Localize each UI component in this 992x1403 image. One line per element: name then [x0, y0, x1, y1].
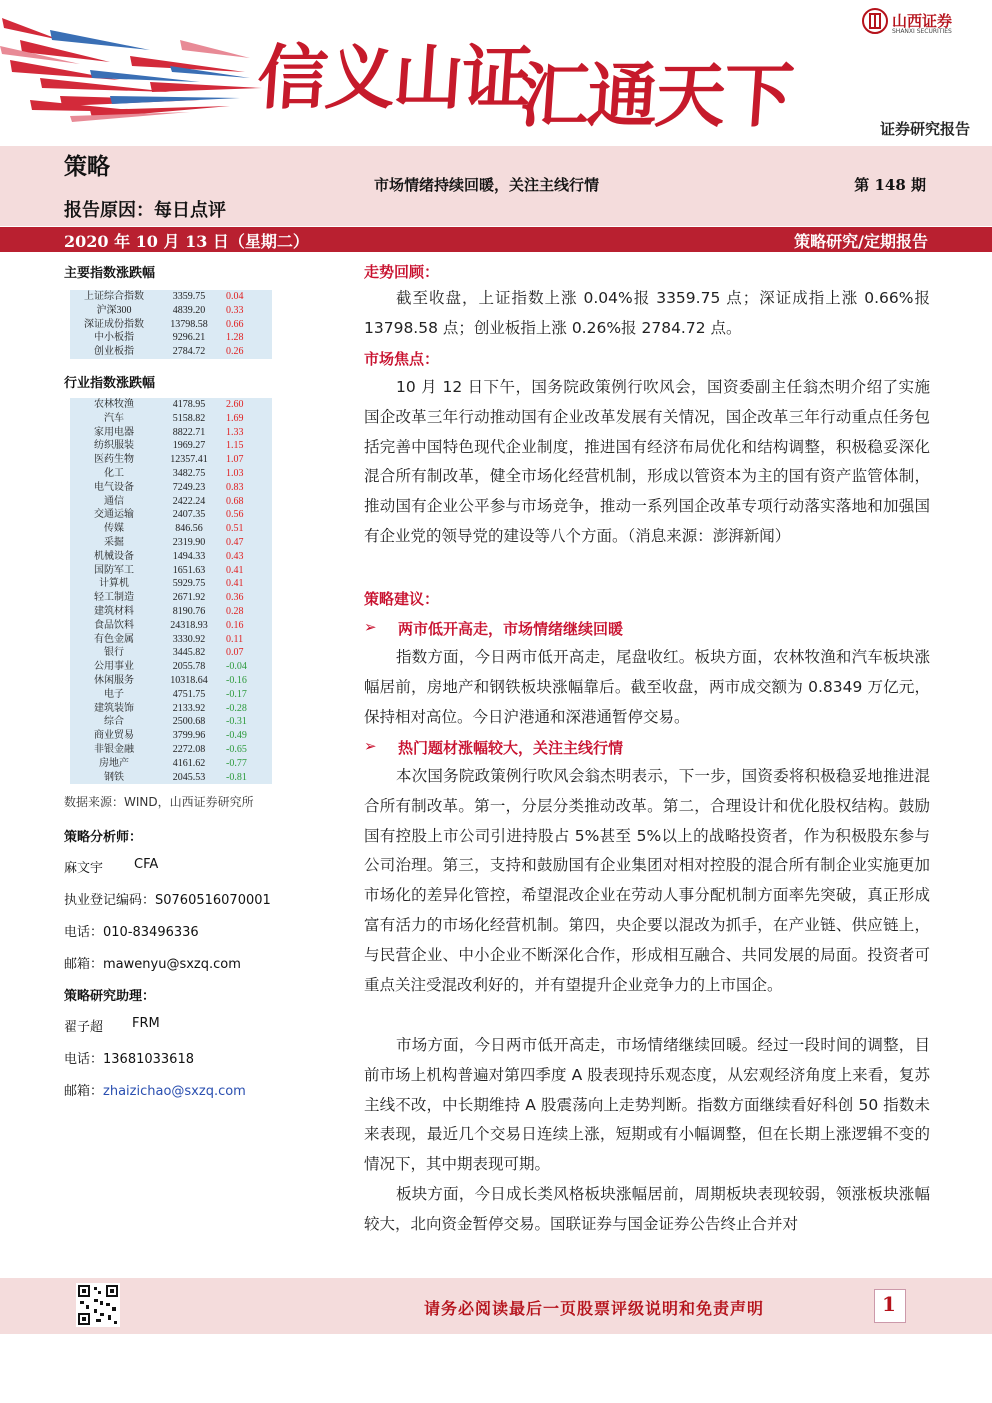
index-name: 农林牧渔	[94, 399, 134, 410]
index-change: 1.03	[226, 467, 244, 479]
advice-title: 策略建议：	[364, 590, 440, 608]
index-name: 计算机	[99, 578, 129, 590]
table-row	[70, 633, 272, 647]
table-row	[70, 688, 272, 702]
main-indices-title: 主要指数涨跌幅	[64, 266, 156, 281]
index-value: 13798.58	[170, 318, 208, 330]
index-change: -0.28	[226, 702, 247, 714]
table-row	[70, 646, 272, 660]
index-name: 交通运输	[94, 509, 134, 521]
index-change: 0.07	[226, 647, 244, 659]
table-row	[70, 290, 272, 304]
index-name: 沪深300	[96, 304, 132, 316]
table-row	[70, 702, 272, 716]
industry-indices-title: 行业指数涨跌幅	[64, 376, 156, 391]
index-change: 0.28	[226, 605, 244, 617]
index-name: 银行	[104, 647, 124, 659]
index-value: 2133.92	[172, 702, 206, 714]
index-change: 0.83	[226, 481, 244, 493]
index-name: 上证综合指数	[84, 291, 144, 302]
analyst-name: 麻文宇	[64, 861, 104, 876]
index-name: 化工	[104, 467, 124, 479]
index-name: 食品饮料	[94, 619, 134, 631]
bullet1-title: 两市低开高走，市场情绪继续回暖	[398, 620, 624, 638]
index-name: 纺织服装	[94, 440, 134, 452]
slogan-part1: 信义山证	[254, 37, 533, 119]
analyst-reg-code: 执业登记编码：S0760516070001	[64, 893, 271, 908]
table-row	[70, 495, 272, 509]
index-name: 机械设备	[94, 550, 134, 562]
index-change: -0.31	[226, 716, 247, 728]
index-value: 3445.82	[172, 647, 206, 659]
bullet2-marker: ➢	[364, 737, 377, 755]
assistant-title: 策略研究助理：	[64, 989, 156, 1004]
index-name: 电子	[104, 688, 124, 700]
index-name: 采掘	[104, 536, 124, 548]
qr-code-icon[interactable]	[76, 1283, 120, 1327]
index-change: -0.65	[226, 743, 247, 755]
index-name: 传媒	[104, 523, 124, 535]
index-change: 0.04	[226, 291, 244, 302]
report-reason: 报告原因：每日点评	[64, 200, 226, 221]
index-change: 0.68	[226, 495, 244, 507]
table-row	[70, 729, 272, 743]
index-name: 轻工制造	[94, 592, 134, 604]
index-change: -0.77	[226, 757, 247, 769]
table-row	[70, 660, 272, 674]
bullet2-title: 热门题材涨幅较大，关注主线行情	[398, 739, 624, 757]
table-row	[70, 331, 272, 345]
index-name: 钢铁	[104, 771, 124, 783]
index-value: 5158.82	[172, 412, 206, 424]
table-row	[70, 605, 272, 619]
industry-indices-table	[70, 398, 272, 784]
index-value: 7249.23	[172, 481, 206, 493]
page-number: 1	[882, 1292, 896, 1316]
table-row	[70, 743, 272, 757]
focus-title: 市场焦点：	[364, 350, 440, 368]
sector-text: 板块方面，今日成长类风格板块涨幅居前，周期板块表现较弱，领涨板块涨幅较大，北向资金暂停交易。国联证券与国金证券公告终止合并对	[364, 1185, 930, 1233]
assistant-phone: 电话：13681033618	[64, 1052, 194, 1067]
index-change: -0.16	[226, 674, 247, 686]
index-value: 4178.95	[172, 399, 206, 410]
index-change: 1.69	[226, 412, 244, 424]
index-value: 8190.76	[172, 605, 206, 617]
index-name: 建筑装饰	[94, 702, 134, 714]
logo-text-cn: 山西证券	[892, 12, 953, 30]
index-change: 0.47	[226, 536, 244, 548]
index-value: 4751.75	[172, 688, 206, 700]
table-row	[70, 453, 272, 467]
table-row	[70, 550, 272, 564]
index-change: -0.49	[226, 730, 247, 742]
assistant-email[interactable]: zhaizichao@sxzq.com	[103, 1084, 246, 1099]
assistant-cert: FRM	[132, 1016, 160, 1031]
table-row	[70, 577, 272, 591]
index-name: 通信	[104, 495, 124, 507]
index-name: 休闲服务	[94, 674, 134, 686]
index-change: 0.56	[226, 509, 244, 521]
index-name: 有色金属	[94, 633, 134, 645]
index-value: 5929.75	[172, 578, 206, 590]
index-value: 4161.62	[172, 757, 206, 769]
table-row	[70, 398, 272, 412]
disclaimer-text: 请务必阅读最后一页股票评级说明和免责声明	[424, 1299, 765, 1318]
market-text: 市场方面，今日两市低开高走，市场情绪继续回暖。经过一段时间的调整，目前市场上机构普遍对第四季度 A 股表现持乐观态度，从宏观经济角度上来看，复苏主线不改，中长期维持 A 股震荡向上走势判断。指数方面继续看好科创 50 指数未来表现，最近几个交易日连续上涨，短期或有小幅调整，但在长期上涨逻辑不变的情况下，其中期表现可期。	[364, 1036, 930, 1174]
index-name: 深证成份指数	[84, 318, 144, 330]
index-change: 0.41	[226, 564, 244, 576]
table-row	[70, 771, 272, 785]
table-row	[70, 757, 272, 771]
index-value: 1494.33	[172, 550, 206, 562]
index-change: -0.17	[226, 688, 247, 700]
report-headline: 市场情绪持续回暖，关注主线行情	[374, 176, 600, 194]
index-change: 1.33	[226, 426, 244, 438]
index-change: 1.15	[226, 440, 244, 452]
header-banner	[0, 0, 992, 145]
analyst-title: 策略分析师：	[64, 830, 143, 845]
assistant-name: 翟子超	[64, 1020, 104, 1035]
review-title: 走势回顾：	[364, 263, 440, 281]
report-tag: 策略研究/定期报告	[794, 232, 928, 251]
table-row	[70, 564, 272, 578]
index-value: 1651.63	[172, 564, 206, 576]
table-row	[70, 426, 272, 440]
logo-icon	[862, 8, 888, 34]
table-row	[70, 345, 272, 359]
index-value: 2671.92	[172, 592, 206, 604]
table-row	[70, 536, 272, 550]
analyst-cert: CFA	[134, 857, 159, 872]
index-value: 2055.78	[172, 661, 206, 673]
index-change: 1.07	[226, 454, 244, 466]
index-value: 3359.75	[172, 291, 206, 302]
index-value: 2422.24	[172, 495, 206, 507]
industry-indices-body	[70, 398, 272, 784]
bullet1-marker: ➢	[364, 618, 377, 636]
index-change: 0.11	[226, 633, 244, 645]
index-change: 0.36	[226, 592, 244, 604]
focus-text: 10 月 12 日下午，国务院政策例行吹风会，国资委副主任翁杰明介绍了实施国企改革三年行动推动国有企业改革发展有关情况，国企改革三年行动重点任务包括完善中国特色现代企业制度，推进国有经济布局优化和结构调整，积极稳妥深化混合所有制改革，健全市场化经营机制，形成以管资本为主的国有资产监管体制，推动国有企业公平参与市场竞争，推动一系列国企改革专项行动落实落地和加强国有企业党的领导党的建设等八个方面。（消息来源：澎湃新闻）	[364, 378, 930, 545]
index-value: 12357.41	[170, 454, 208, 466]
index-value: 9296.21	[172, 332, 206, 344]
index-change: -0.04	[226, 661, 247, 673]
index-change: 2.60	[226, 399, 244, 410]
index-change: 0.26	[226, 346, 244, 358]
assistant-email-label: 邮箱：	[64, 1084, 104, 1099]
data-source: 数据来源：WIND，山西证券研究所	[64, 795, 254, 809]
index-name: 医药生物	[94, 454, 134, 466]
main-indices-table	[70, 290, 272, 359]
table-row	[70, 619, 272, 633]
table-row	[70, 412, 272, 426]
index-value: 3799.96	[172, 730, 206, 742]
table-row	[70, 467, 272, 481]
index-change: 0.51	[226, 523, 244, 535]
index-name: 中小板指	[94, 332, 134, 344]
index-name: 家用电器	[94, 426, 134, 438]
index-value: 2272.08	[172, 743, 206, 755]
index-value: 846.56	[175, 523, 203, 535]
table-row	[70, 304, 272, 318]
index-change: 1.28	[226, 332, 244, 344]
index-name: 电气设备	[94, 481, 134, 493]
index-name: 创业板指	[94, 346, 134, 358]
index-value: 2784.72	[172, 346, 206, 358]
category-title: 策略	[64, 154, 110, 180]
index-value: 2045.53	[172, 771, 206, 783]
analyst-email[interactable]: mawenyu@sxzq.com	[103, 957, 241, 972]
index-name: 房地产	[99, 757, 129, 769]
index-value: 2319.90	[172, 536, 206, 548]
index-name: 国防军工	[94, 564, 134, 576]
index-value: 10318.64	[170, 674, 208, 686]
table-row	[70, 439, 272, 453]
table-row	[70, 318, 272, 332]
index-value: 4839.20	[172, 304, 206, 316]
index-value: 2407.35	[172, 509, 206, 521]
slogan-part2: 汇通天下	[516, 55, 795, 137]
bullet2-text: 本次国务院政策例行吹风会翁杰明表示，下一步，国资委将积极稳妥地推进混合所有制改革。第一，分层分类推动改革。第二，合理设计和优化股权结构。鼓励国有控股上市公司引进持股占 5%甚至 5%以上的战略投资者，作为积极股东参与公司治理。第三，支持和鼓励国有企业集团对相对控股的混合所有制企业实施更加市场化的差异化管控，希望混改企业在劳动人事分配机制方面率先突破，真正形成富有活力的市场化经营机制。第四，央企要以混改为抓手，在产业链、供应链上，与民营企业、中小企业不断深化合作，形成相互融合、共同发展的局面。投资者可重点关注受混改利好的，并有望提升企业竞争力的上市国企。	[364, 767, 930, 994]
review-text: 截至收盘，上证指数上涨 0.04%报 3359.75 点；深证成指上涨 0.66%报 13798.58 点；创业板指上涨 0.26%报 2784.72 点。	[364, 289, 930, 337]
company-logo	[862, 8, 970, 38]
assistant-email-row	[64, 1080, 246, 1099]
table-row	[70, 508, 272, 522]
index-change: 0.41	[226, 578, 244, 590]
table-row	[70, 715, 272, 729]
index-value: 3330.92	[172, 633, 206, 645]
index-change: 0.43	[226, 550, 244, 562]
report-type: 证券研究报告	[879, 120, 970, 138]
index-name: 汽车	[104, 412, 124, 424]
index-name: 建筑材料	[94, 605, 134, 617]
index-change: 0.16	[226, 619, 244, 631]
index-value: 24318.93	[170, 619, 208, 631]
analyst-email-row	[64, 953, 241, 972]
index-name: 综合	[104, 716, 124, 728]
index-change: 0.33	[226, 304, 244, 316]
issue-number: 第 148 期	[854, 176, 926, 194]
decorative-arrows	[0, 0, 270, 140]
index-name: 商业贸易	[94, 730, 134, 742]
table-row	[70, 522, 272, 536]
bullet1-text: 指数方面，今日两市低开高走，尾盘收红。板块方面，农林牧渔和汽车板块涨幅居前，房地产和钢铁板块涨幅靠后。截至收盘，两市成交额为 0.8349 万亿元，保持相对高位。今日沪港通和深港通暂停交易。	[364, 648, 930, 726]
logo-text-en: SHANXI SECURITIES	[892, 28, 952, 35]
index-value: 1969.27	[172, 440, 206, 452]
index-name: 非银金融	[94, 743, 134, 755]
report-date: 2020 年 10 月 13 日（星期二）	[64, 232, 309, 251]
index-value: 3482.75	[172, 467, 206, 479]
main-indices-body	[70, 290, 272, 359]
index-value: 2500.68	[172, 716, 206, 728]
table-row	[70, 481, 272, 495]
analyst-phone: 电话：010-83496336	[64, 925, 199, 940]
index-change: 0.66	[226, 318, 244, 330]
table-row	[70, 591, 272, 605]
index-name: 公用事业	[94, 661, 134, 673]
analyst-email-label: 邮箱：	[64, 957, 104, 972]
index-value: 8822.71	[172, 426, 206, 438]
table-row	[70, 674, 272, 688]
index-change: -0.81	[226, 771, 247, 783]
